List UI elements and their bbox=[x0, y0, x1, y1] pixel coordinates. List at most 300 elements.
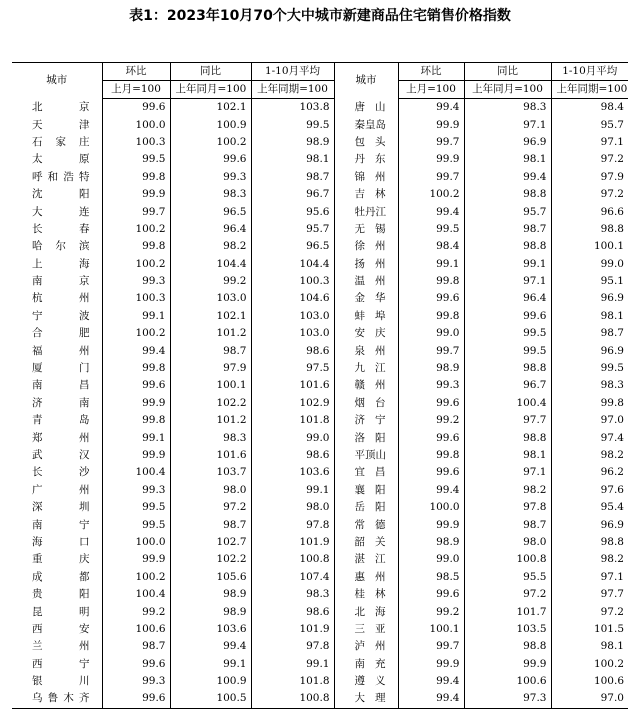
cell-mom-right: 99.7 bbox=[398, 638, 464, 655]
table-row bbox=[12, 325, 628, 342]
cell-avg-right: 98.1 bbox=[551, 308, 628, 325]
cell-avg-left: 97.8 bbox=[251, 516, 334, 533]
cell-avg-left: 95.6 bbox=[251, 203, 334, 220]
cell-yoy-left: 99.4 bbox=[170, 638, 251, 655]
cell-yoy-right: 98.8 bbox=[464, 186, 551, 203]
cell-city-right: 惠州 bbox=[334, 569, 398, 586]
cell-yoy-left: 102.7 bbox=[170, 534, 251, 551]
table-row bbox=[12, 256, 628, 273]
table-row bbox=[12, 151, 628, 168]
table-body bbox=[12, 99, 628, 709]
header-mom-left: 环比 bbox=[102, 63, 170, 81]
cell-city-left: 广州 bbox=[32, 483, 90, 496]
cell-mom-right: 98.4 bbox=[398, 238, 464, 255]
cell-yoy-right: 100.8 bbox=[464, 551, 551, 568]
table-row bbox=[12, 290, 628, 307]
cell-mom-right: 100.2 bbox=[398, 186, 464, 203]
cell-yoy-right: 97.7 bbox=[464, 412, 551, 429]
table-row bbox=[12, 377, 628, 394]
cell-mom-right: 99.5 bbox=[398, 221, 464, 238]
price-index-table bbox=[12, 62, 628, 709]
cell-yoy-left: 98.3 bbox=[170, 186, 251, 203]
cell-avg-left: 104.4 bbox=[251, 256, 334, 273]
header-city-left: 城市 bbox=[12, 63, 102, 99]
cell-city-right: 宜昌 bbox=[334, 464, 398, 481]
cell-yoy-left: 100.1 bbox=[170, 377, 251, 394]
cell-yoy-right: 98.1 bbox=[464, 151, 551, 168]
cell-mom-left: 99.2 bbox=[102, 603, 170, 620]
cell-yoy-left: 98.7 bbox=[170, 516, 251, 533]
cell-mom-left: 98.7 bbox=[102, 638, 170, 655]
cell-city-right: 遵义 bbox=[334, 673, 398, 690]
cell-mom-left: 99.8 bbox=[102, 412, 170, 429]
cell-avg-left: 97.5 bbox=[251, 360, 334, 377]
table-row bbox=[12, 169, 628, 186]
cell-yoy-right: 96.4 bbox=[464, 290, 551, 307]
cell-mom-left: 99.5 bbox=[102, 151, 170, 168]
cell-city-right: 常德 bbox=[334, 516, 398, 533]
cell-city-right: 南充 bbox=[334, 656, 398, 673]
table-row bbox=[12, 586, 628, 603]
cell-mom-right: 99.7 bbox=[398, 169, 464, 186]
cell-mom-left: 99.9 bbox=[102, 186, 170, 203]
cell-avg-right: 100.1 bbox=[551, 238, 628, 255]
table-row bbox=[12, 482, 628, 499]
cell-mom-right: 99.7 bbox=[398, 134, 464, 151]
cell-mom-left: 100.0 bbox=[102, 116, 170, 133]
cell-city-right: 襄阳 bbox=[334, 482, 398, 499]
cell-avg-right: 98.3 bbox=[551, 377, 628, 394]
cell-yoy-right: 97.1 bbox=[464, 273, 551, 290]
cell-avg-left: 98.1 bbox=[251, 151, 334, 168]
header-mom-sub-right: 上月=100 bbox=[398, 81, 464, 99]
cell-yoy-right: 99.6 bbox=[464, 308, 551, 325]
cell-city-left: 石家庄 bbox=[32, 135, 90, 148]
cell-city-left: 海口 bbox=[32, 535, 90, 548]
cell-mom-left: 99.8 bbox=[102, 238, 170, 255]
cell-city-right: 岳阳 bbox=[334, 499, 398, 516]
cell-mom-right: 99.4 bbox=[398, 673, 464, 690]
cell-avg-right: 98.7 bbox=[551, 325, 628, 342]
cell-avg-left: 98.3 bbox=[251, 586, 334, 603]
header-mom-right: 环比 bbox=[398, 63, 464, 81]
cell-mom-right: 99.8 bbox=[398, 447, 464, 464]
cell-mom-left: 100.2 bbox=[102, 256, 170, 273]
cell-mom-right: 99.9 bbox=[398, 151, 464, 168]
cell-mom-left: 100.3 bbox=[102, 290, 170, 307]
cell-yoy-right: 98.8 bbox=[464, 638, 551, 655]
cell-city-left: 太原 bbox=[32, 153, 90, 166]
cell-avg-right: 96.6 bbox=[551, 203, 628, 220]
cell-city-left: 兰州 bbox=[32, 640, 90, 653]
cell-city-right: 济宁 bbox=[334, 412, 398, 429]
cell-city-left: 上海 bbox=[32, 257, 90, 270]
cell-city-left: 天津 bbox=[32, 118, 90, 131]
table-row bbox=[12, 186, 628, 203]
cell-yoy-right: 99.4 bbox=[464, 169, 551, 186]
cell-mom-left: 99.9 bbox=[102, 447, 170, 464]
cell-yoy-right: 97.2 bbox=[464, 586, 551, 603]
cell-city-right: 洛阳 bbox=[334, 429, 398, 446]
cell-mom-left: 99.6 bbox=[102, 690, 170, 708]
cell-yoy-left: 102.1 bbox=[170, 308, 251, 325]
cell-city-right: 烟台 bbox=[334, 395, 398, 412]
cell-mom-left: 99.9 bbox=[102, 395, 170, 412]
table-row bbox=[12, 603, 628, 620]
cell-mom-right: 99.9 bbox=[398, 116, 464, 133]
cell-mom-right: 99.4 bbox=[398, 482, 464, 499]
cell-avg-right: 99.5 bbox=[551, 360, 628, 377]
cell-city-left: 合肥 bbox=[32, 327, 90, 340]
cell-mom-left: 100.0 bbox=[102, 534, 170, 551]
cell-yoy-left: 99.1 bbox=[170, 656, 251, 673]
cell-mom-left: 99.8 bbox=[102, 360, 170, 377]
cell-city-left: 武汉 bbox=[32, 449, 90, 461]
table-row bbox=[12, 412, 628, 429]
cell-city-right: 秦皇岛 bbox=[334, 116, 398, 133]
cell-mom-left: 99.6 bbox=[102, 99, 170, 117]
cell-yoy-right: 98.8 bbox=[464, 429, 551, 446]
cell-mom-left: 99.7 bbox=[102, 203, 170, 220]
cell-city-right: 唐山 bbox=[334, 99, 398, 117]
cell-yoy-right: 97.8 bbox=[464, 499, 551, 516]
cell-avg-left: 96.7 bbox=[251, 186, 334, 203]
cell-yoy-left: 102.2 bbox=[170, 395, 251, 412]
cell-yoy-left: 101.2 bbox=[170, 412, 251, 429]
cell-mom-left: 99.3 bbox=[102, 673, 170, 690]
cell-yoy-left: 103.7 bbox=[170, 464, 251, 481]
cell-yoy-left: 104.4 bbox=[170, 256, 251, 273]
cell-city-left: 呼和浩特 bbox=[32, 170, 90, 183]
cell-city-left: 重庆 bbox=[32, 553, 90, 566]
cell-yoy-right: 96.9 bbox=[464, 134, 551, 151]
cell-avg-right: 99.0 bbox=[551, 256, 628, 273]
table-row bbox=[12, 221, 628, 238]
cell-yoy-right: 99.9 bbox=[464, 656, 551, 673]
cell-mom-right: 99.4 bbox=[398, 690, 464, 708]
cell-city-right: 温州 bbox=[334, 273, 398, 290]
cell-mom-left: 99.1 bbox=[102, 308, 170, 325]
cell-yoy-right: 95.5 bbox=[464, 569, 551, 586]
cell-avg-left: 102.9 bbox=[251, 395, 334, 412]
cell-mom-left: 100.4 bbox=[102, 586, 170, 603]
table-row bbox=[12, 395, 628, 412]
cell-avg-right: 97.6 bbox=[551, 482, 628, 499]
cell-city-right: 扬州 bbox=[334, 256, 398, 273]
cell-city-left: 杭州 bbox=[32, 292, 90, 305]
cell-avg-right: 101.5 bbox=[551, 621, 628, 638]
header-avg-sub-left: 上年同期=100 bbox=[251, 81, 334, 99]
cell-city-left: 长春 bbox=[32, 222, 90, 235]
cell-mom-right: 99.6 bbox=[398, 464, 464, 481]
cell-city-right: 蚌埠 bbox=[334, 308, 398, 325]
cell-city-left: 哈尔滨 bbox=[32, 240, 90, 253]
table-row bbox=[12, 656, 628, 673]
cell-mom-right: 99.7 bbox=[398, 342, 464, 359]
cell-avg-right: 96.9 bbox=[551, 290, 628, 307]
cell-mom-right: 99.1 bbox=[398, 256, 464, 273]
table-row bbox=[12, 308, 628, 325]
cell-mom-right: 99.0 bbox=[398, 551, 464, 568]
cell-avg-left: 98.9 bbox=[251, 134, 334, 151]
header-row-sub bbox=[12, 81, 628, 99]
table-row bbox=[12, 690, 628, 708]
table-row bbox=[12, 238, 628, 255]
cell-city-left: 北京 bbox=[32, 100, 90, 113]
cell-mom-left: 99.4 bbox=[102, 342, 170, 359]
cell-yoy-right: 99.5 bbox=[464, 325, 551, 342]
cell-avg-right: 96.2 bbox=[551, 464, 628, 481]
cell-yoy-right: 98.7 bbox=[464, 516, 551, 533]
cell-yoy-left: 100.5 bbox=[170, 690, 251, 708]
cell-yoy-right: 100.6 bbox=[464, 673, 551, 690]
cell-city-right: 北海 bbox=[334, 603, 398, 620]
cell-yoy-right: 98.2 bbox=[464, 482, 551, 499]
cell-mom-right: 100.0 bbox=[398, 499, 464, 516]
cell-avg-left: 98.6 bbox=[251, 447, 334, 464]
cell-city-right: 泸州 bbox=[334, 638, 398, 655]
cell-avg-left: 101.8 bbox=[251, 412, 334, 429]
cell-yoy-left: 101.6 bbox=[170, 447, 251, 464]
cell-yoy-right: 96.7 bbox=[464, 377, 551, 394]
cell-yoy-right: 97.1 bbox=[464, 464, 551, 481]
table-title: 表1：2023年10月70个大中城市新建商品住宅销售价格指数 bbox=[129, 8, 511, 24]
cell-city-left: 深圳 bbox=[32, 501, 90, 514]
cell-city-right: 丹东 bbox=[334, 151, 398, 168]
cell-yoy-left: 100.9 bbox=[170, 116, 251, 133]
cell-yoy-left: 96.5 bbox=[170, 203, 251, 220]
header-city-right: 城市 bbox=[334, 63, 398, 99]
cell-city-left: 大连 bbox=[32, 205, 90, 218]
cell-city-left: 宁波 bbox=[32, 309, 90, 322]
table-row bbox=[12, 342, 628, 359]
cell-mom-right: 99.8 bbox=[398, 308, 464, 325]
cell-avg-left: 99.0 bbox=[251, 429, 334, 446]
cell-mom-right: 99.4 bbox=[398, 203, 464, 220]
cell-yoy-left: 99.2 bbox=[170, 273, 251, 290]
cell-yoy-left: 98.9 bbox=[170, 603, 251, 620]
cell-yoy-right: 98.8 bbox=[464, 360, 551, 377]
table-row bbox=[12, 534, 628, 551]
cell-avg-left: 98.6 bbox=[251, 603, 334, 620]
cell-mom-right: 98.9 bbox=[398, 534, 464, 551]
table-row bbox=[12, 638, 628, 655]
cell-city-left: 福州 bbox=[32, 344, 90, 357]
cell-city-right: 大理 bbox=[334, 690, 398, 708]
cell-avg-left: 101.6 bbox=[251, 377, 334, 394]
cell-avg-right: 98.1 bbox=[551, 638, 628, 655]
cell-mom-left: 99.8 bbox=[102, 169, 170, 186]
cell-mom-right: 99.8 bbox=[398, 273, 464, 290]
cell-yoy-right: 98.8 bbox=[464, 238, 551, 255]
cell-avg-left: 99.1 bbox=[251, 656, 334, 673]
cell-mom-left: 99.5 bbox=[102, 516, 170, 533]
cell-mom-right: 99.4 bbox=[398, 99, 464, 117]
cell-avg-left: 97.8 bbox=[251, 638, 334, 655]
cell-mom-right: 99.2 bbox=[398, 412, 464, 429]
cell-mom-left: 100.2 bbox=[102, 569, 170, 586]
cell-avg-right: 100.6 bbox=[551, 673, 628, 690]
cell-avg-right: 96.9 bbox=[551, 342, 628, 359]
table-row bbox=[12, 447, 628, 464]
cell-avg-right: 97.0 bbox=[551, 690, 628, 708]
cell-mom-left: 100.4 bbox=[102, 464, 170, 481]
cell-avg-left: 99.1 bbox=[251, 482, 334, 499]
cell-city-right: 包头 bbox=[334, 134, 398, 151]
cell-yoy-right: 103.5 bbox=[464, 621, 551, 638]
cell-avg-right: 97.9 bbox=[551, 169, 628, 186]
cell-mom-right: 99.9 bbox=[398, 656, 464, 673]
cell-mom-left: 99.9 bbox=[102, 551, 170, 568]
cell-city-right: 安庆 bbox=[334, 325, 398, 342]
cell-avg-right: 97.4 bbox=[551, 429, 628, 446]
cell-mom-left: 99.6 bbox=[102, 656, 170, 673]
cell-avg-right: 97.1 bbox=[551, 134, 628, 151]
cell-city-right: 锦州 bbox=[334, 169, 398, 186]
cell-yoy-left: 98.2 bbox=[170, 238, 251, 255]
cell-city-left: 昆明 bbox=[32, 605, 90, 618]
cell-city-left: 厦门 bbox=[32, 362, 90, 375]
cell-avg-left: 104.6 bbox=[251, 290, 334, 307]
table-row bbox=[12, 569, 628, 586]
cell-avg-right: 98.2 bbox=[551, 551, 628, 568]
cell-avg-left: 100.8 bbox=[251, 551, 334, 568]
cell-yoy-left: 103.0 bbox=[170, 290, 251, 307]
cell-mom-right: 99.6 bbox=[398, 429, 464, 446]
cell-avg-right: 97.7 bbox=[551, 586, 628, 603]
cell-avg-right: 97.2 bbox=[551, 603, 628, 620]
cell-city-left: 贵阳 bbox=[32, 588, 90, 601]
table-row bbox=[12, 360, 628, 377]
table-row bbox=[12, 134, 628, 151]
table-row bbox=[12, 673, 628, 690]
cell-city-left: 济南 bbox=[32, 396, 90, 409]
cell-avg-right: 96.9 bbox=[551, 516, 628, 533]
table-row bbox=[12, 621, 628, 638]
cell-avg-right: 97.2 bbox=[551, 186, 628, 203]
header-yoy-sub-right: 上年同月=100 bbox=[464, 81, 551, 99]
cell-yoy-left: 98.9 bbox=[170, 586, 251, 603]
cell-city-left: 西安 bbox=[32, 622, 90, 635]
cell-avg-left: 107.4 bbox=[251, 569, 334, 586]
cell-mom-left: 100.3 bbox=[102, 134, 170, 151]
cell-avg-right: 98.2 bbox=[551, 447, 628, 464]
cell-city-right: 赣州 bbox=[334, 377, 398, 394]
header-row-top bbox=[12, 63, 628, 81]
header-avg-sub-right: 上年同期=100 bbox=[551, 81, 628, 99]
cell-avg-left: 100.8 bbox=[251, 690, 334, 708]
table-row bbox=[12, 551, 628, 568]
cell-avg-right: 95.7 bbox=[551, 116, 628, 133]
cell-city-left: 南宁 bbox=[32, 518, 90, 531]
cell-avg-left: 95.7 bbox=[251, 221, 334, 238]
cell-city-left: 郑州 bbox=[32, 431, 90, 444]
header-mom-sub-left: 上月=100 bbox=[102, 81, 170, 99]
table-row bbox=[12, 499, 628, 516]
cell-avg-right: 98.8 bbox=[551, 221, 628, 238]
cell-city-right: 平顶山 bbox=[334, 447, 398, 464]
cell-avg-left: 99.5 bbox=[251, 116, 334, 133]
cell-city-left: 青岛 bbox=[32, 414, 90, 427]
cell-mom-left: 99.3 bbox=[102, 273, 170, 290]
cell-avg-left: 98.0 bbox=[251, 499, 334, 516]
cell-mom-left: 100.6 bbox=[102, 621, 170, 638]
cell-yoy-left: 99.3 bbox=[170, 169, 251, 186]
cell-mom-right: 100.1 bbox=[398, 621, 464, 638]
cell-avg-left: 98.7 bbox=[251, 169, 334, 186]
cell-yoy-left: 105.6 bbox=[170, 569, 251, 586]
header-yoy-sub-left: 上年同月=100 bbox=[170, 81, 251, 99]
cell-avg-right: 97.2 bbox=[551, 151, 628, 168]
cell-avg-right: 99.8 bbox=[551, 395, 628, 412]
cell-yoy-left: 96.4 bbox=[170, 221, 251, 238]
cell-avg-left: 101.9 bbox=[251, 621, 334, 638]
cell-yoy-left: 102.2 bbox=[170, 551, 251, 568]
cell-city-left: 南昌 bbox=[32, 379, 90, 392]
cell-yoy-left: 101.2 bbox=[170, 325, 251, 342]
cell-yoy-right: 98.3 bbox=[464, 99, 551, 117]
header-avg-left: 1-10月平均 bbox=[251, 63, 334, 81]
cell-mom-right: 99.3 bbox=[398, 377, 464, 394]
cell-yoy-right: 95.7 bbox=[464, 203, 551, 220]
table-row bbox=[12, 464, 628, 481]
table-row bbox=[12, 99, 628, 117]
cell-yoy-right: 100.4 bbox=[464, 395, 551, 412]
cell-yoy-right: 98.7 bbox=[464, 221, 551, 238]
cell-city-right: 徐州 bbox=[334, 238, 398, 255]
cell-yoy-left: 103.6 bbox=[170, 621, 251, 638]
cell-city-left: 沈阳 bbox=[32, 188, 90, 201]
cell-city-left: 成都 bbox=[32, 570, 90, 583]
cell-city-right: 湛江 bbox=[334, 551, 398, 568]
cell-city-left: 西宁 bbox=[32, 657, 90, 670]
cell-city-left: 银川 bbox=[32, 675, 90, 688]
cell-city-right: 泉州 bbox=[334, 342, 398, 359]
cell-yoy-left: 97.2 bbox=[170, 499, 251, 516]
cell-city-left: 南京 bbox=[32, 275, 90, 288]
cell-yoy-left: 97.9 bbox=[170, 360, 251, 377]
cell-city-right: 牡丹江 bbox=[334, 203, 398, 220]
cell-avg-right: 95.1 bbox=[551, 273, 628, 290]
cell-avg-right: 100.2 bbox=[551, 656, 628, 673]
cell-avg-left: 98.6 bbox=[251, 342, 334, 359]
cell-yoy-left: 98.0 bbox=[170, 482, 251, 499]
cell-yoy-left: 98.7 bbox=[170, 342, 251, 359]
cell-yoy-right: 98.1 bbox=[464, 447, 551, 464]
cell-city-right: 无锡 bbox=[334, 221, 398, 238]
cell-yoy-left: 102.1 bbox=[170, 99, 251, 117]
cell-avg-right: 98.4 bbox=[551, 99, 628, 117]
cell-yoy-right: 97.3 bbox=[464, 690, 551, 708]
cell-avg-left: 96.5 bbox=[251, 238, 334, 255]
cell-city-right: 金华 bbox=[334, 290, 398, 307]
cell-mom-left: 100.2 bbox=[102, 221, 170, 238]
cell-avg-left: 101.8 bbox=[251, 673, 334, 690]
cell-city-right: 桂林 bbox=[334, 586, 398, 603]
cell-mom-left: 99.5 bbox=[102, 499, 170, 516]
cell-yoy-left: 100.2 bbox=[170, 134, 251, 151]
cell-city-right: 吉林 bbox=[334, 186, 398, 203]
cell-mom-right: 99.2 bbox=[398, 603, 464, 620]
cell-avg-left: 103.8 bbox=[251, 99, 334, 117]
cell-mom-left: 99.3 bbox=[102, 482, 170, 499]
table-row bbox=[12, 273, 628, 290]
cell-avg-left: 103.6 bbox=[251, 464, 334, 481]
cell-yoy-left: 99.6 bbox=[170, 151, 251, 168]
cell-avg-right: 98.8 bbox=[551, 534, 628, 551]
cell-yoy-left: 98.3 bbox=[170, 429, 251, 446]
cell-yoy-right: 97.1 bbox=[464, 116, 551, 133]
